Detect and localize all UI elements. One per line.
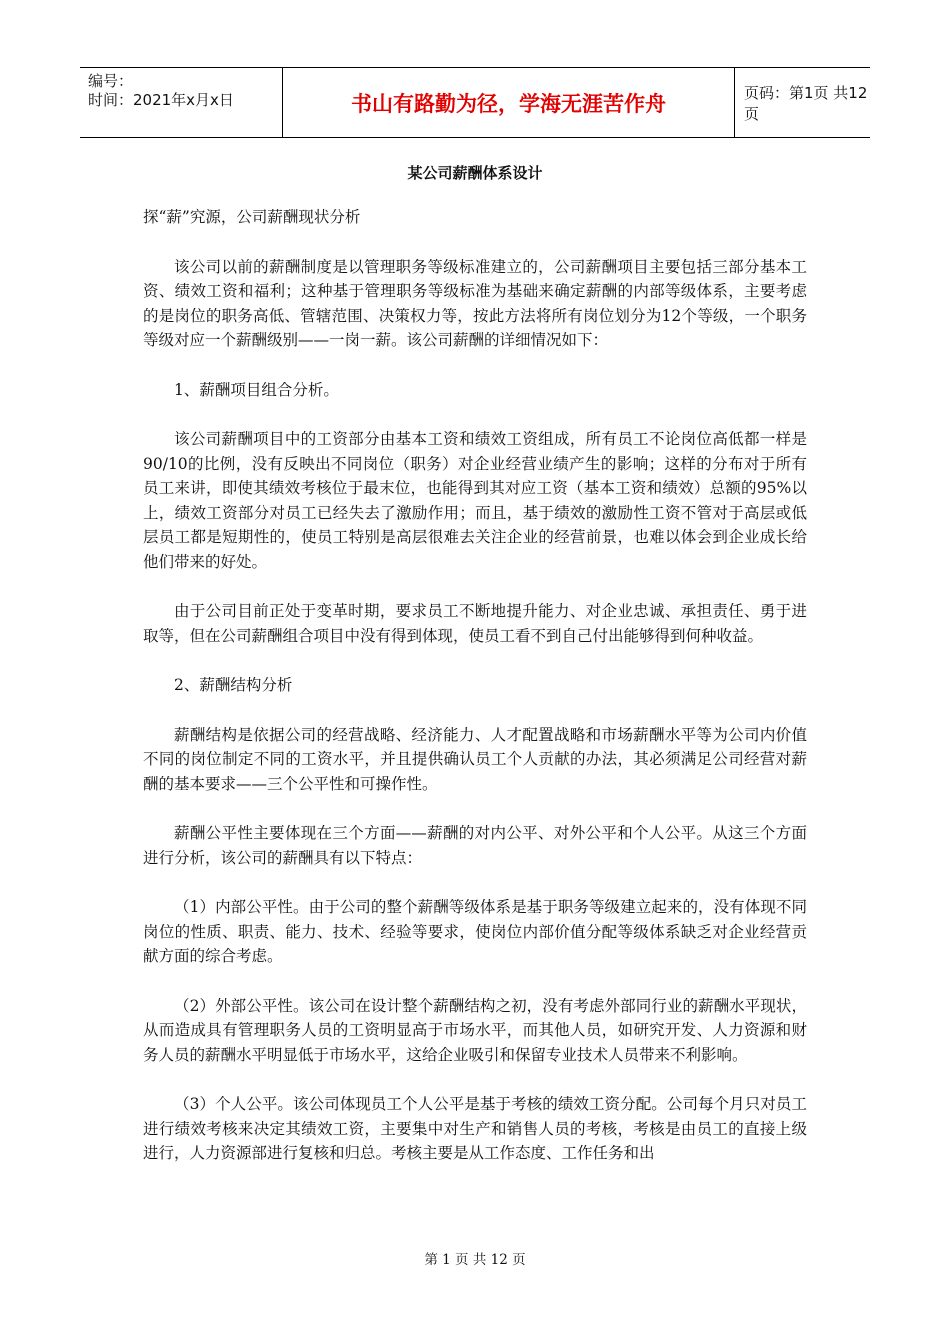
paragraph: （1）内部公平性。由于公司的整个薪酬等级体系是基于职务等级建立起来的，没有体现不同岗位的性质、职责、能力、技术、经验等要求，使岗位内部价值分配等级体系缺乏对企业经营贡献方面的综合考虑。 [143,898,807,965]
document-number-label: 编号： [88,72,134,90]
subsection-heading: 1、薪酬项目组合分析。 [174,380,339,399]
paragraph: 薪酬公平性主要体现在三个方面——薪酬的对内公平、对外公平和个人公平。从这三个方面进行分析，该公司的薪酬具有以下特点： [143,824,807,867]
paragraph: 该公司薪酬项目中的工资部分由基本工资和绩效工资组成，所有员工不论岗位高低都一样是90/10的比例，没有反映出不同岗位（职务）对企业经营业绩产生的影响；这样的分布对于所有员工来讲，即使其绩效考核位于最末位，也能得到其对应工资（基本工资和绩效）总额的95%以上，绩效工资部分对员工已经失去了激励作用；而且，基于绩效的激励性工资不管对于高层或低层员工都是短期性的，使员工特别是高层很难去关注企业的经营前景，也难以体会到企业成长给他们带来的好处。 [143,430,807,571]
page-header [80,67,870,138]
paragraph: （2）外部公平性。该公司在设计整个薪酬结构之初，没有考虑外部同行业的薪酬水平现状，从而造成具有管理职务人员的工资明显高于市场水平，而其他人员，如研究开发、人力资源和财务人员的薪酬水平明显低于市场水平，这给企业吸引和保留专业技术人员带来不利影响。 [143,996,807,1064]
paragraph: 薪酬结构是依据公司的经营战略、经济能力、人才配置战略和市场薪酬水平等为公司内价值不同的岗位制定不同的工资水平，并且提供确认员工个人贡献的办法，其必须满足公司经营对薪酬的基本要求——三个公平性和可操作性。 [143,725,807,793]
header-meta [80,68,280,137]
paragraph: （3）个人公平。该公司体现员工个人公平是基于考核的绩效工资分配。公司每个月只对员工进行绩效考核来决定其绩效工资，主要集中对生产和销售人员的考核，考核是由员工的直接上级进行，人力资源部进行复核和归总。考核主要是从工作态度、工作任务和出 [143,1095,807,1162]
header-page-info: 页码：第1页 共12页 [744,83,868,123]
header-motto: 书山有路勤为径，学海无涯苦作舟 [282,68,735,137]
page-footer: 第 1 页 共 12 页 [424,1252,526,1268]
document-date-label: 时间：2021年x月x日 [88,91,234,109]
document-title: 某公司薪酬体系设计 [407,164,543,182]
paragraph: 该公司以前的薪酬制度是以管理职务等级标准建立的，公司薪酬项目主要包括三部分基本工资、绩效工资和福利；这种基于管理职务等级标准为基础来确定薪酬的内部等级体系，主要考虑的是岗位的职务高低、管辖范围、决策权力等，按此方法将所有岗位划分为12个等级，一个职务等级对应一个薪酬级别——一岗一薪。该公司薪酬的详细情况如下： [143,257,807,349]
document-body [143,205,807,1191]
section-heading: 探“薪”究源，公司薪酬现状分析 [143,208,361,226]
paragraph: 由于公司目前正处于变革时期，要求员工不断地提升能力、对企业忠诚、承担责任、勇于进取等，但在公司薪酬组合项目中没有得到体现，使员工看不到自己付出能够得到何种收益。 [143,602,807,645]
subsection-heading: 2、薪酬结构分析 [174,676,293,694]
